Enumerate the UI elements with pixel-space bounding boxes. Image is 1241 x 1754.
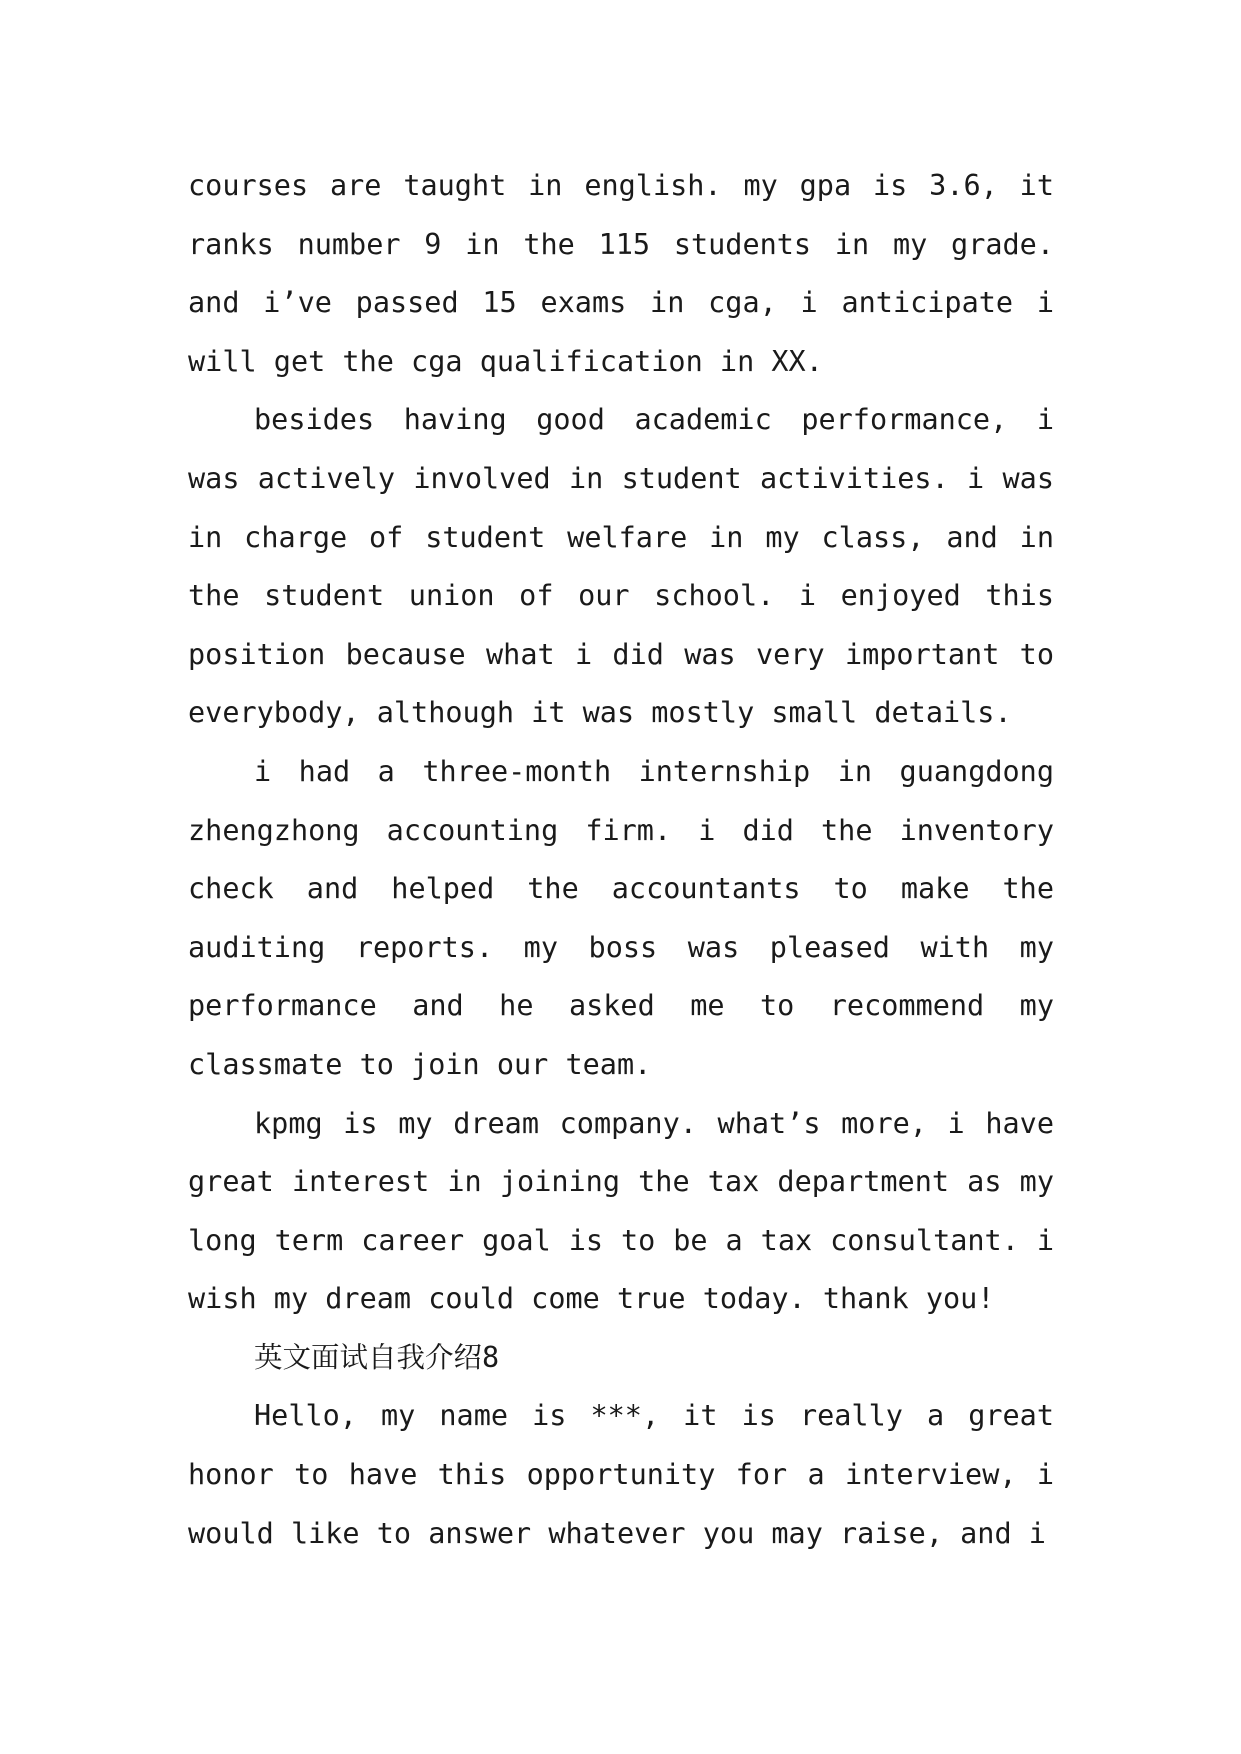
section-heading: 英文面试自我介绍8 bbox=[254, 1340, 500, 1374]
paragraph-dream-company: kpmg is my dream company. what’s more, i have great interest in joining the tax department as my long term career goal is to be a tax consultant. i wish my dream could come true today. thank you! bbox=[188, 1106, 1054, 1316]
paragraph-internship: i had a three-month internship in guangdong zhengzhong accounting firm. i did the inventory check and helped the accountants to make the auditing reports. my boss was pleased with my performance and he asked me to recommend my classmate to join our team. bbox=[188, 754, 1054, 1081]
paragraph-activities: besides having good academic performance, i was actively involved in student activities. i was in charge of student welfare in my class, and in the student union of our school. i enjoyed this position because what i did was very important to everybody, although it was mostly small details. bbox=[188, 403, 1054, 730]
paragraph-greeting: Hello, my name is ***, it is really a great honor to have this opportunity for a interview, i would like to answer whatever you may raise, and i bbox=[188, 1399, 1054, 1550]
document-body bbox=[188, 157, 1054, 1563]
paragraph-courses: courses are taught in english. my gpa is 3.6, it ranks number 9 in the 115 students in my grade. and i’ve passed 15 exams in cga, i anticipate i will get the cga qualification in XX. bbox=[188, 169, 1054, 378]
